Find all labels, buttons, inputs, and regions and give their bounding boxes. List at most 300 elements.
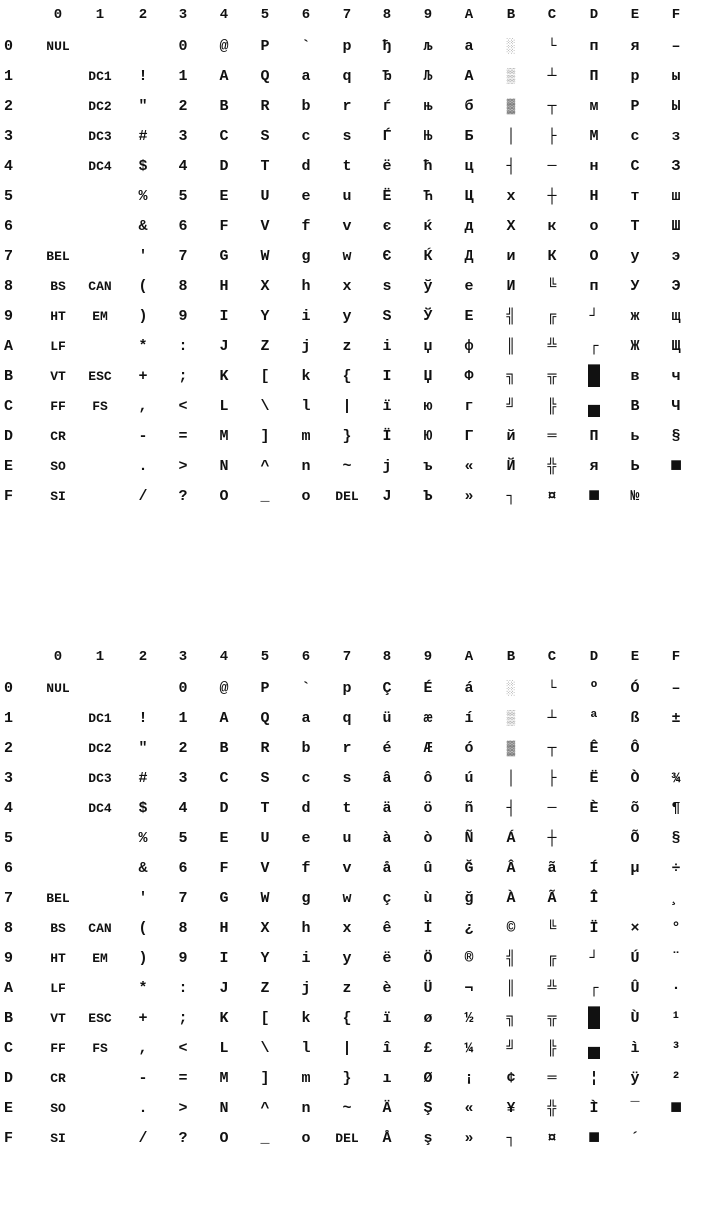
- char-cell: 1: [178, 710, 188, 727]
- column-header: A: [464, 7, 474, 23]
- char-cell: 7: [178, 248, 188, 265]
- char-cell: ░: [506, 681, 516, 697]
- char-cell: g: [301, 890, 311, 907]
- char-cell: Õ: [630, 830, 640, 847]
- char-cell: Ў: [423, 308, 433, 325]
- char-cell: ì: [630, 1040, 640, 1057]
- char-cell: SI: [50, 1131, 66, 1146]
- row-header: E: [4, 1100, 14, 1117]
- row-header: 0: [4, 38, 14, 55]
- char-cell: (: [138, 920, 148, 937]
- char-cell: İ: [423, 920, 433, 937]
- char-cell: -: [138, 428, 148, 445]
- char-cell: »: [464, 1130, 474, 1147]
- char-cell: õ: [630, 800, 640, 817]
- char-cell: û: [423, 860, 433, 877]
- char-cell: t: [342, 800, 352, 817]
- char-cell: §: [671, 830, 681, 847]
- char-cell: %: [138, 830, 148, 847]
- char-cell: [613, 884, 657, 914]
- char-cell: â: [382, 770, 392, 787]
- char-cell: ¼: [464, 1040, 474, 1057]
- char-cell: SI: [50, 489, 66, 504]
- char-cell: ■: [669, 455, 682, 478]
- char-cell: └: [547, 38, 557, 55]
- char-cell: К: [547, 248, 557, 265]
- char-cell: ~: [342, 1100, 352, 1117]
- char-cell: ö: [423, 800, 433, 817]
- char-cell: =: [178, 428, 188, 445]
- char-cell: O: [219, 488, 229, 505]
- char-cell: ц: [464, 158, 474, 175]
- char-cell: BEL: [46, 249, 70, 264]
- char-cell: ║: [506, 980, 516, 997]
- char-cell: DEL: [335, 1131, 359, 1146]
- char-cell: ╬: [547, 1100, 557, 1117]
- char-cell: »: [464, 488, 474, 505]
- char-cell: М: [589, 128, 599, 145]
- char-cell: [78, 884, 122, 914]
- char-cell: [78, 1094, 122, 1124]
- char-cell: e: [301, 830, 311, 847]
- char-cell: }: [342, 428, 352, 445]
- char-cell: ¡: [464, 1070, 474, 1087]
- char-cell: 9: [178, 308, 188, 325]
- char-cell: ж: [630, 308, 640, 325]
- char-cell: [36, 212, 80, 242]
- char-cell: Û: [630, 980, 640, 997]
- char-cell: FS: [92, 399, 108, 414]
- char-cell: 4: [178, 158, 188, 175]
- char-cell: в: [630, 368, 640, 385]
- char-cell: ÿ: [630, 1070, 640, 1087]
- char-cell: ╚: [547, 278, 557, 295]
- table-row: [0, 974, 703, 1004]
- char-cell: Ô: [630, 740, 640, 757]
- char-cell: ;: [178, 368, 188, 385]
- row-header: E: [4, 458, 14, 475]
- row-header: A: [4, 338, 14, 355]
- char-cell: ф: [464, 338, 474, 355]
- row-header: 1: [4, 710, 14, 727]
- char-cell: ğ: [464, 890, 474, 907]
- char-cell: Ä: [382, 1100, 392, 1117]
- char-cell: >: [178, 1100, 188, 1117]
- row-header: C: [4, 1040, 14, 1057]
- row-header: 3: [4, 128, 14, 145]
- char-cell: ├: [547, 128, 557, 145]
- char-cell: n: [301, 1100, 311, 1117]
- table-row: [0, 734, 703, 764]
- table-row: [0, 122, 703, 152]
- char-cell: M: [219, 428, 229, 445]
- char-cell: б: [464, 98, 474, 115]
- char-cell: 8: [178, 920, 188, 937]
- char-cell: [78, 332, 122, 362]
- char-cell: И: [506, 278, 516, 295]
- char-cell: ~: [342, 458, 352, 475]
- char-cell: CR: [50, 429, 66, 444]
- char-cell: с: [630, 128, 640, 145]
- char-cell: 5: [178, 830, 188, 847]
- column-header: 0: [53, 7, 63, 23]
- char-cell: .: [138, 458, 148, 475]
- char-cell: «: [464, 1100, 474, 1117]
- char-cell: ã: [547, 860, 557, 877]
- char-cell: <: [178, 398, 188, 415]
- char-cell: ╗: [506, 1010, 516, 1027]
- table-row: [0, 332, 703, 362]
- char-cell: J: [219, 980, 229, 997]
- char-cell: Љ: [423, 68, 433, 85]
- char-cell: ї: [382, 398, 392, 415]
- char-cell: ": [138, 740, 148, 757]
- column-header: A: [464, 649, 474, 665]
- char-cell: #: [138, 128, 148, 145]
- row-header: B: [4, 368, 14, 385]
- char-cell: !: [138, 710, 148, 727]
- char-cell: Ь: [630, 458, 640, 475]
- char-cell: Н: [589, 188, 599, 205]
- char-cell: –: [671, 38, 681, 55]
- row-header: 5: [4, 188, 14, 205]
- char-cell: ┘: [589, 950, 599, 967]
- char-cell: ş: [423, 1130, 433, 1147]
- char-cell: p: [342, 680, 352, 697]
- char-cell: |: [342, 1040, 352, 1057]
- char-cell: ┘: [589, 308, 599, 325]
- char-cell: ╠: [547, 1040, 557, 1057]
- char-cell: 6: [178, 218, 188, 235]
- char-cell: À: [506, 890, 516, 907]
- char-cell: ^: [260, 1100, 270, 1117]
- char-cell: 2: [178, 740, 188, 757]
- char-cell: É: [423, 680, 433, 697]
- column-header: 6: [301, 7, 311, 23]
- char-cell: V: [260, 860, 270, 877]
- char-cell: DC1: [88, 711, 112, 726]
- char-cell: Ћ: [423, 188, 433, 205]
- char-cell: ш: [671, 188, 681, 205]
- char-cell: z: [342, 980, 352, 997]
- char-cell: NUL: [46, 39, 70, 54]
- char-cell: ü: [382, 710, 392, 727]
- char-cell: ë: [382, 950, 392, 967]
- char-cell: EM: [92, 951, 108, 966]
- char-cell: R: [260, 98, 270, 115]
- char-cell: ?: [178, 1130, 188, 1147]
- char-cell: н: [589, 158, 599, 175]
- column-header-row: [0, 642, 703, 672]
- char-cell: џ: [423, 338, 433, 355]
- char-cell: ═: [547, 1070, 557, 1087]
- char-cell: ъ: [423, 458, 433, 475]
- char-cell: з: [671, 128, 681, 145]
- char-cell: [36, 92, 80, 122]
- table-row: [0, 62, 703, 92]
- char-cell: q: [342, 710, 352, 727]
- char-cell: \: [260, 398, 270, 415]
- char-cell: [654, 1124, 698, 1154]
- char-cell: ▄: [587, 1037, 600, 1060]
- char-cell: j: [301, 980, 311, 997]
- char-cell: Ї: [382, 428, 392, 445]
- char-cell: З: [671, 158, 681, 175]
- char-cell: æ: [423, 710, 433, 727]
- char-cell: р: [630, 68, 640, 85]
- char-cell: BS: [50, 279, 66, 294]
- char-cell: L: [219, 1040, 229, 1057]
- char-cell: /: [138, 488, 148, 505]
- char-cell: c: [301, 128, 311, 145]
- char-cell: CAN: [88, 279, 112, 294]
- char-cell: Џ: [423, 368, 433, 385]
- char-cell: A: [219, 68, 229, 85]
- row-header: 7: [4, 248, 14, 265]
- char-cell: 3: [178, 770, 188, 787]
- row-header: F: [4, 488, 14, 505]
- char-cell: ¹: [671, 1010, 681, 1027]
- char-cell: Ж: [630, 338, 640, 355]
- char-cell: ò: [423, 830, 433, 847]
- char-cell: ╝: [506, 1040, 516, 1057]
- char-cell: SO: [50, 1101, 66, 1116]
- char-cell: 0: [178, 38, 188, 55]
- char-cell: └: [547, 680, 557, 697]
- char-cell: r: [342, 740, 352, 757]
- row-header: 8: [4, 278, 14, 295]
- char-cell: P: [260, 680, 270, 697]
- column-header: 0: [53, 649, 63, 665]
- char-cell: f: [301, 860, 311, 877]
- char-cell: ": [138, 98, 148, 115]
- char-cell: [121, 674, 165, 704]
- char-cell: (: [138, 278, 148, 295]
- char-cell: I: [219, 308, 229, 325]
- char-cell: ó: [464, 740, 474, 757]
- char-cell: ┌: [589, 338, 599, 355]
- char-cell: Ó: [630, 680, 640, 697]
- char-cell: NUL: [46, 681, 70, 696]
- char-cell: N: [219, 1100, 229, 1117]
- char-cell: }: [342, 1070, 352, 1087]
- table-row: [0, 92, 703, 122]
- row-header: 7: [4, 890, 14, 907]
- char-cell: Å: [382, 1130, 392, 1147]
- char-cell: ┐: [506, 1130, 516, 1147]
- char-cell: 7: [178, 890, 188, 907]
- row-header: D: [4, 428, 14, 445]
- char-cell: ║: [506, 338, 516, 355]
- char-cell: Ё: [382, 188, 392, 205]
- column-header: C: [547, 649, 557, 665]
- char-cell: $: [138, 158, 148, 175]
- char-cell: №: [630, 488, 640, 505]
- char-cell: ╩: [547, 338, 557, 355]
- char-cell: ќ: [423, 218, 433, 235]
- table-row: [0, 482, 703, 512]
- char-cell: Њ: [423, 128, 433, 145]
- char-cell: Î: [589, 890, 599, 907]
- char-cell: @: [219, 38, 229, 55]
- char-cell: DC1: [88, 69, 112, 84]
- char-cell: BS: [50, 921, 66, 936]
- row-header: D: [4, 1070, 14, 1087]
- table-row: [0, 452, 703, 482]
- char-cell: [78, 1124, 122, 1154]
- column-header-row: [0, 0, 703, 30]
- table-row: [0, 1064, 703, 1094]
- char-cell: Ì: [589, 1100, 599, 1117]
- char-cell: к: [547, 218, 557, 235]
- char-cell: 8: [178, 278, 188, 295]
- char-cell: q: [342, 68, 352, 85]
- char-cell: x: [342, 278, 352, 295]
- char-cell: l: [301, 398, 311, 415]
- char-cell: [36, 764, 80, 794]
- char-cell: ;: [178, 1010, 188, 1027]
- char-cell: І: [382, 368, 392, 385]
- char-cell: ¯: [630, 1100, 640, 1117]
- char-cell: á: [464, 680, 474, 697]
- char-cell: ?: [178, 488, 188, 505]
- char-cell: d: [301, 800, 311, 817]
- char-cell: Ş: [423, 1100, 433, 1117]
- char-cell: x: [342, 920, 352, 937]
- column-header: 7: [342, 7, 352, 23]
- char-cell: п: [589, 38, 599, 55]
- column-header: 5: [260, 649, 270, 665]
- char-cell: [36, 734, 80, 764]
- char-cell: _: [260, 1130, 270, 1147]
- table-row: [0, 1034, 703, 1064]
- char-cell: LF: [50, 981, 66, 996]
- char-cell: BEL: [46, 891, 70, 906]
- column-header: D: [589, 649, 599, 665]
- char-cell: {: [342, 368, 352, 385]
- char-cell: D: [219, 158, 229, 175]
- char-cell: «: [464, 458, 474, 475]
- char-cell: f: [301, 218, 311, 235]
- char-cell: Ч: [671, 398, 681, 415]
- char-cell: Х: [506, 218, 516, 235]
- char-cell: Э: [671, 278, 681, 295]
- char-cell: /: [138, 1130, 148, 1147]
- char-cell: ]: [260, 1070, 270, 1087]
- char-cell: ô: [423, 770, 433, 787]
- char-cell: y: [342, 950, 352, 967]
- char-cell: ┴: [547, 710, 557, 727]
- char-cell: х: [506, 188, 516, 205]
- column-header: 4: [219, 7, 229, 23]
- char-cell: r: [342, 98, 352, 115]
- column-header: 5: [260, 7, 270, 23]
- char-cell: E: [219, 188, 229, 205]
- char-cell: ╔: [547, 308, 557, 325]
- table-row: [0, 152, 703, 182]
- char-cell: FF: [50, 399, 66, 414]
- char-cell: VT: [50, 1011, 66, 1026]
- char-cell: ё: [382, 158, 392, 175]
- char-cell: 4: [178, 800, 188, 817]
- char-cell: –: [671, 680, 681, 697]
- char-cell: |: [342, 398, 352, 415]
- column-header: 3: [178, 649, 188, 665]
- char-cell: ÷: [671, 860, 681, 877]
- char-cell: █: [587, 1007, 600, 1030]
- char-cell: Ѕ: [382, 308, 392, 325]
- char-cell: │: [506, 128, 516, 145]
- char-cell: ╣: [506, 950, 516, 967]
- char-cell: [78, 452, 122, 482]
- char-cell: .: [138, 1100, 148, 1117]
- char-cell: ┤: [506, 158, 516, 175]
- char-cell: Т: [630, 218, 640, 235]
- char-cell: ,: [138, 398, 148, 415]
- char-cell: Р: [630, 98, 640, 115]
- char-cell: 9: [178, 950, 188, 967]
- table-row: [0, 1004, 703, 1034]
- table-row: [0, 32, 703, 62]
- char-cell: DC4: [88, 159, 112, 174]
- char-cell: е: [464, 278, 474, 295]
- char-cell: [78, 674, 122, 704]
- char-cell: ¿: [464, 920, 474, 937]
- char-cell: [78, 182, 122, 212]
- char-cell: DC2: [88, 741, 112, 756]
- char-cell: й: [506, 428, 516, 445]
- char-cell: њ: [423, 98, 433, 115]
- char-cell: О: [589, 248, 599, 265]
- char-cell: HT: [50, 951, 66, 966]
- char-cell: │: [506, 770, 516, 787]
- table-row: [0, 944, 703, 974]
- char-cell: *: [138, 338, 148, 355]
- table-row: [0, 1124, 703, 1154]
- char-cell: о: [589, 218, 599, 235]
- char-cell: Ù: [630, 1010, 640, 1027]
- char-cell: @: [219, 680, 229, 697]
- table-row: [0, 182, 703, 212]
- char-cell: +: [138, 368, 148, 385]
- column-header: 9: [423, 7, 433, 23]
- char-cell: ×: [630, 920, 640, 937]
- char-cell: X: [260, 920, 270, 937]
- row-header: 6: [4, 860, 14, 877]
- char-cell: $: [138, 800, 148, 817]
- char-cell: Ъ: [423, 488, 433, 505]
- char-cell: EM: [92, 309, 108, 324]
- char-cell: ╬: [547, 458, 557, 475]
- char-cell: SO: [50, 459, 66, 474]
- char-cell: &: [138, 218, 148, 235]
- char-cell: Ы: [671, 98, 681, 115]
- char-cell: [78, 1064, 122, 1094]
- char-cell: [: [260, 1010, 270, 1027]
- char-cell: Ğ: [464, 860, 474, 877]
- char-cell: П: [589, 428, 599, 445]
- char-cell: \: [260, 1040, 270, 1057]
- char-cell: ': [138, 890, 148, 907]
- row-header: B: [4, 1010, 14, 1027]
- char-cell: P: [260, 38, 270, 55]
- char-cell: [36, 704, 80, 734]
- table-row: [0, 884, 703, 914]
- row-header: 3: [4, 770, 14, 787]
- char-cell: Г: [464, 428, 474, 445]
- char-cell: [78, 482, 122, 512]
- table-row: [0, 704, 703, 734]
